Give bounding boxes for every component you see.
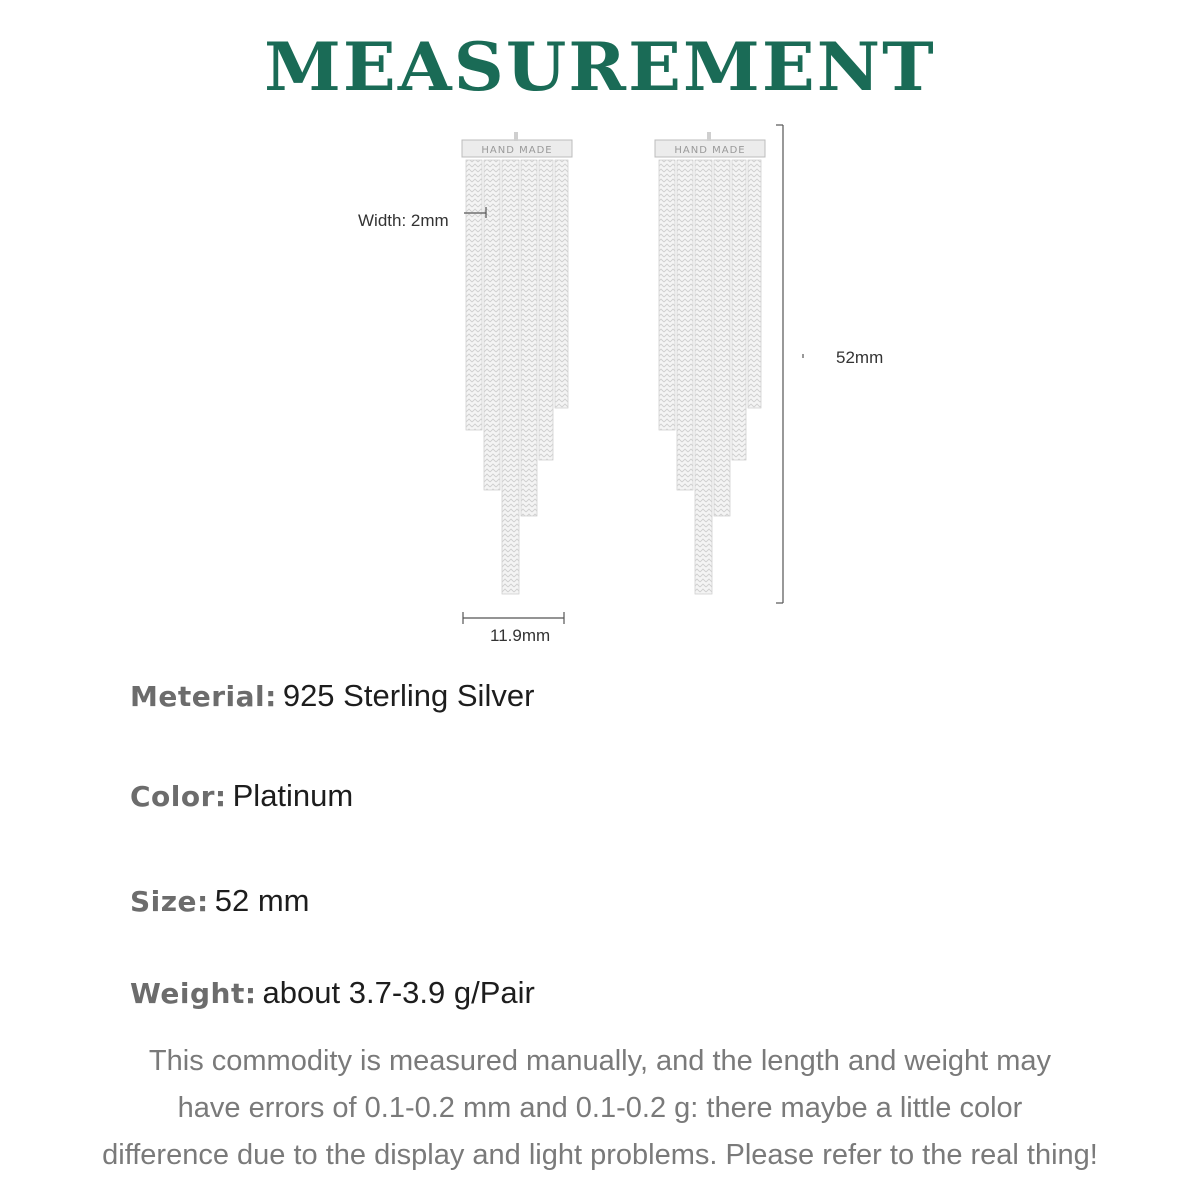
- height-label: 52mm: [836, 348, 884, 367]
- spec-material-label: Meterial:: [130, 680, 277, 713]
- left-earring: [462, 132, 572, 594]
- spec-size-label: Size:: [130, 885, 209, 918]
- spec-color-value: Platinum: [232, 778, 354, 813]
- measurement-notice: [30, 1038, 1170, 1179]
- earrings-measurement-figure: [340, 118, 960, 663]
- notice-line: This commodity is measured manually, and the length and weight may: [148, 1045, 1052, 1077]
- spec-color: [130, 778, 353, 814]
- svg-text:HAND MADE: HAND MADE: [481, 145, 553, 156]
- spec-weight-label: Weight:: [130, 977, 257, 1010]
- spec-weight: [130, 975, 535, 1011]
- notice-line: difference due to the display and light problems. Please refer to the real thing!: [102, 1139, 1098, 1171]
- width-label: Width: 2mm: [358, 211, 449, 230]
- spec-size: [130, 883, 310, 919]
- page-title: MEASUREMENT: [264, 28, 936, 106]
- spec-material: [130, 678, 534, 714]
- spec-size-value: 52 mm: [214, 883, 310, 918]
- svg-text:HAND MADE: HAND MADE: [674, 145, 746, 156]
- notice-line: have errors of 0.1-0.2 mm and 0.1-0.2 g: there maybe a little color: [177, 1092, 1023, 1124]
- right-earring: [655, 132, 765, 594]
- span-label: 11.9mm: [490, 626, 551, 645]
- spec-weight-value: about 3.7-3.9 g/Pair: [262, 975, 535, 1010]
- span-dimension-marker: [463, 612, 564, 624]
- height-dimension-marker: [776, 125, 803, 603]
- earrings-illustration: [340, 118, 960, 663]
- spec-color-label: Color:: [130, 780, 227, 813]
- spec-material-value: 925 Sterling Silver: [282, 678, 535, 713]
